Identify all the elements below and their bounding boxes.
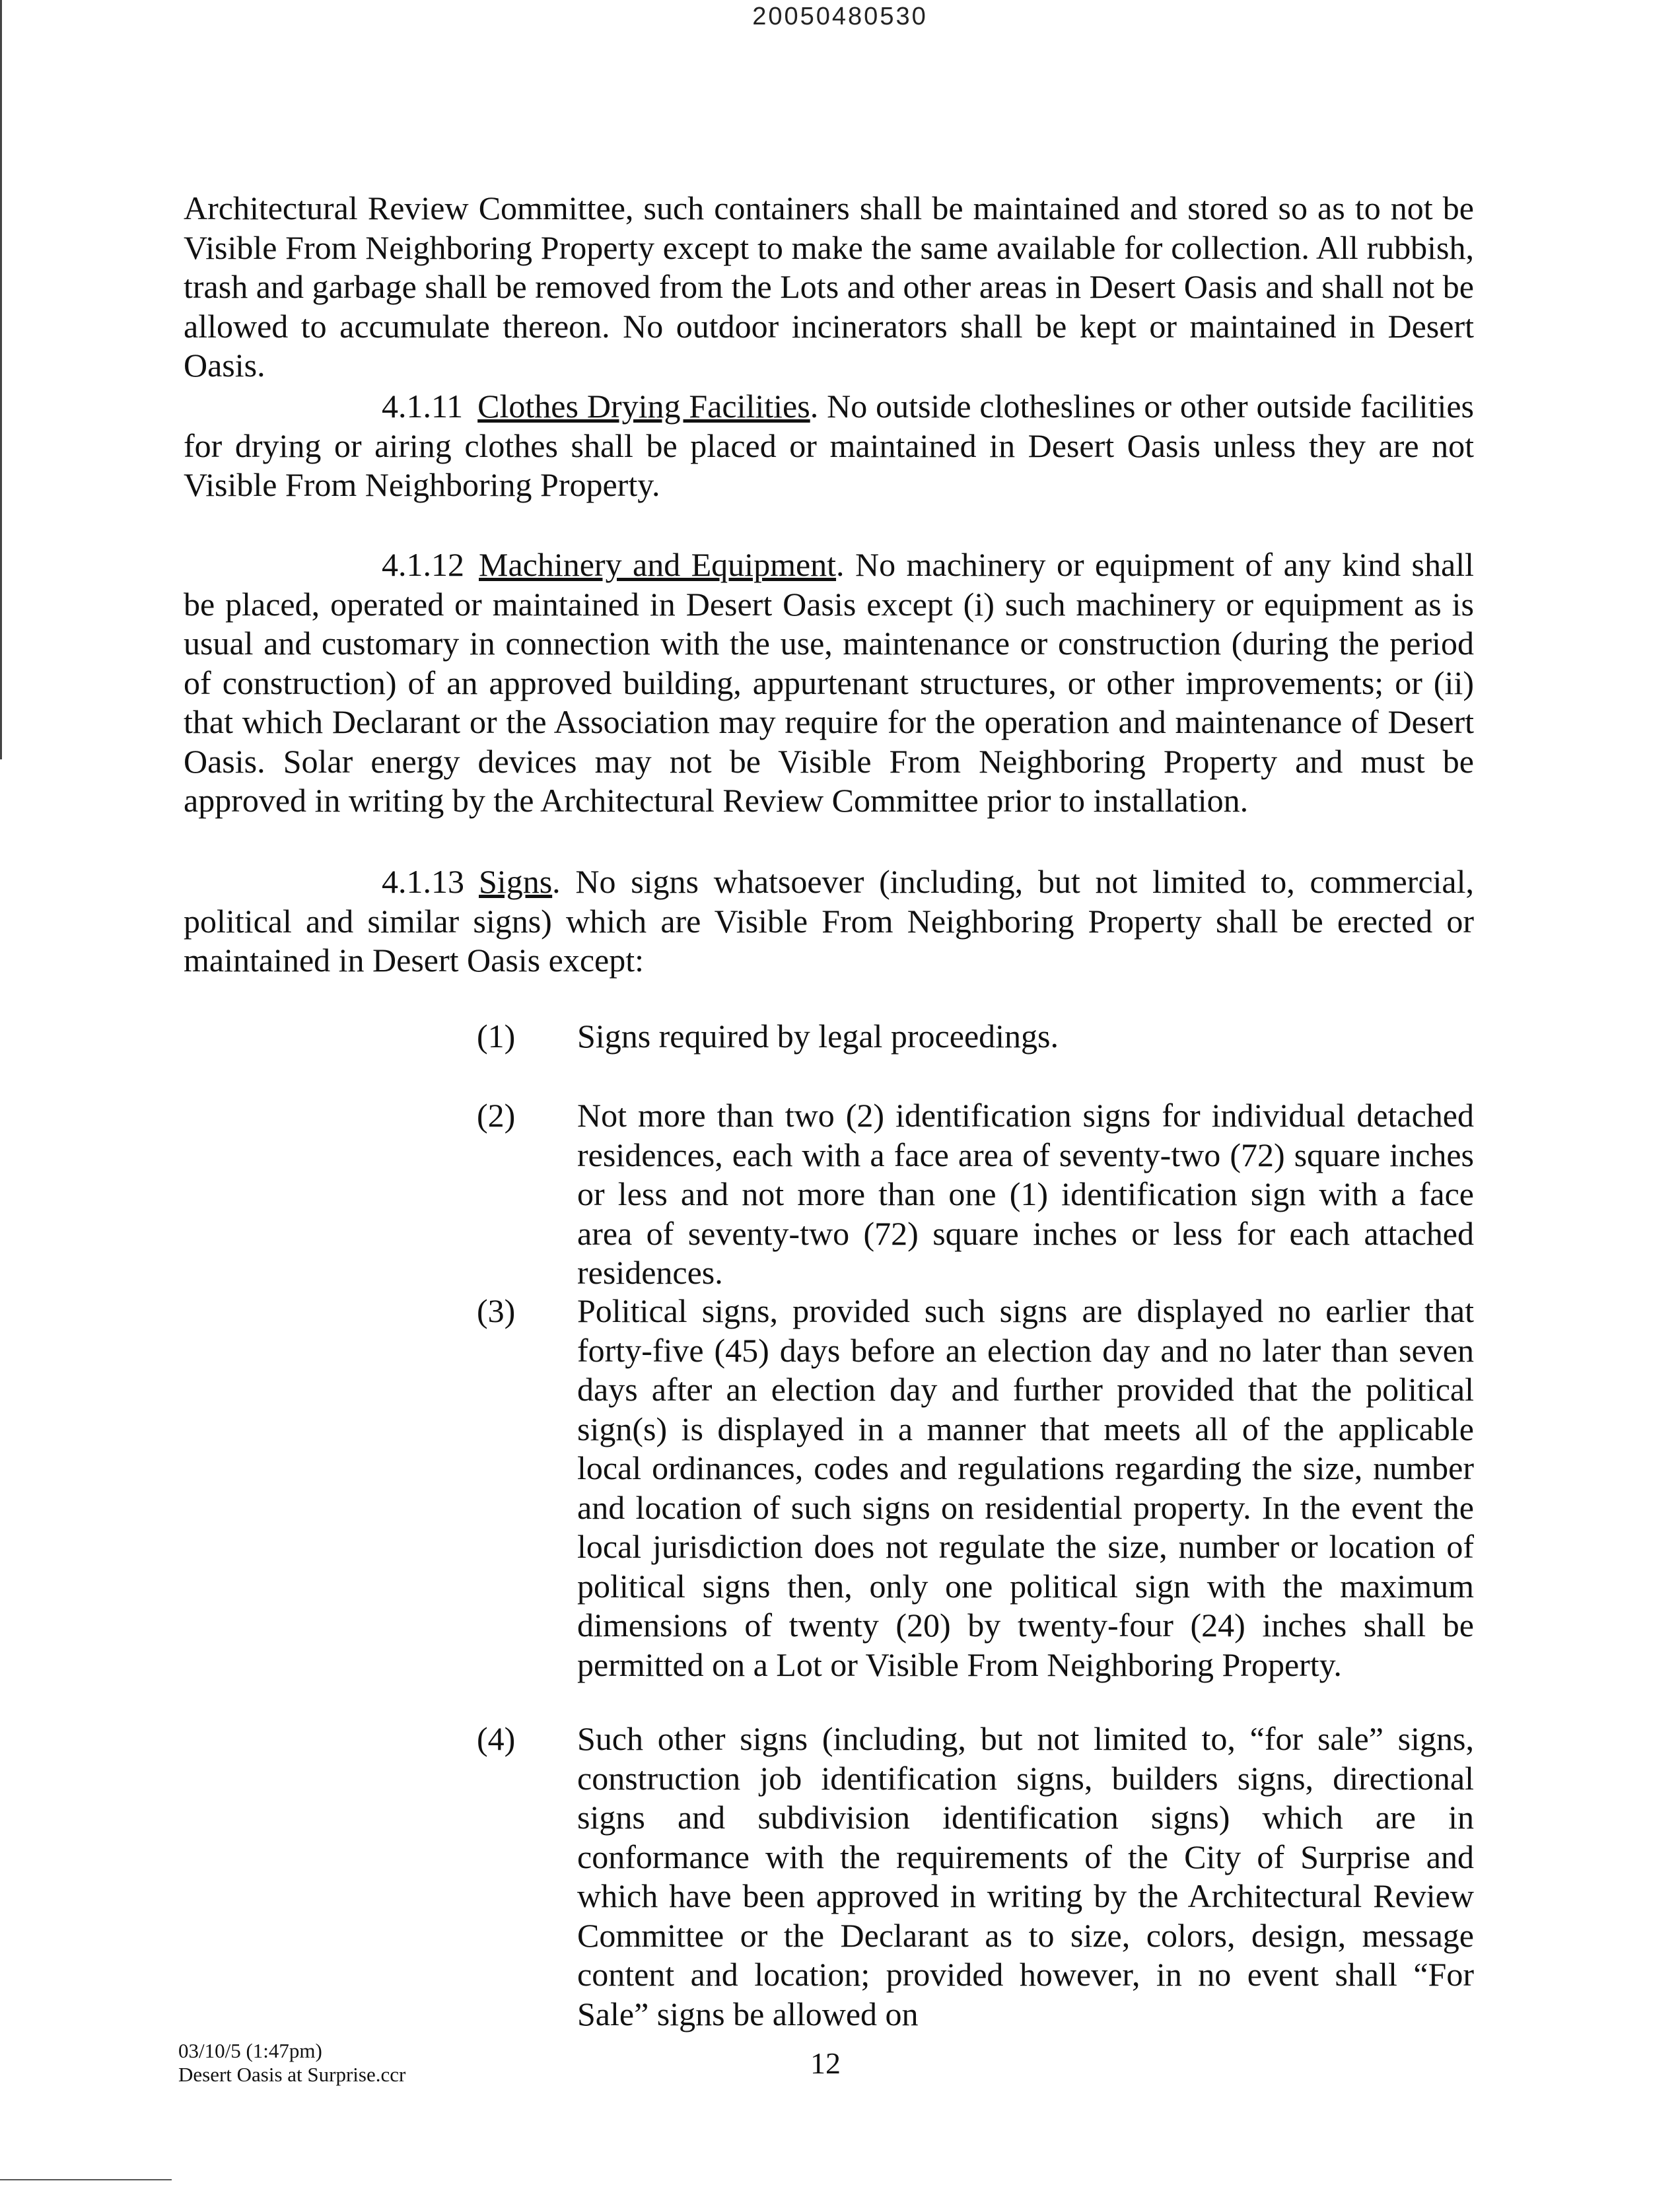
section-4-1-12 — [184, 545, 1474, 821]
paragraph-text: Architectural Review Committee, such containers shall be maintained and stored so as to not be Visible From Neighboring Property except to make the same available for collection. All rubbish, trash and garbage shall be removed from the Lots and other areas in Desert Oasis and shall not be allowed to accumulate thereon. No outdoor incinerators shall be kept or maintained in Desert Oasis. — [184, 190, 1474, 384]
list-item-text: Not more than two (2) identification signs for individual detached residences, each with a face area of seventy-two (72) square inches or less and not more than one (1) identification sign with a face area of seventy-two (72) square inches or less for each attached residences. — [577, 1097, 1474, 1291]
section-number: 4.1.11 — [382, 388, 464, 425]
section-4-1-13 — [184, 862, 1474, 981]
section-4-1-11 — [184, 387, 1474, 505]
list-item-4 — [477, 1719, 1474, 2034]
list-marker: (4) — [477, 1720, 516, 1757]
section-heading: Clothes Drying Facilities — [477, 388, 810, 425]
list-item-1 — [477, 1017, 1474, 1057]
list-item-text: Such other signs (including, but not limited to, “for sale” signs, construction job identification signs, builders signs, directional signs and subdivision identification signs) which are in conformance with the requirements of the City of Surprise and which have been approved in writing by the Architectural Review Committee or the Declarant as to size, colors, design, message content and location; provided however, in no event shall “For Sale” signs be allowed on — [577, 1720, 1474, 2032]
page-number: 12 — [810, 2046, 841, 2080]
paragraph-continuation — [184, 189, 1474, 386]
footer-date: 03/10/5 (1:47pm) — [178, 2039, 322, 2062]
list-marker: (2) — [477, 1097, 516, 1134]
list-marker: (1) — [477, 1018, 516, 1055]
section-text: . No signs whatsoever (including, but not limited to, commercial, political and similar signs) which are Visible From Neighboring Property shall be erected or maintained in Desert Oasis except: — [184, 863, 1474, 979]
document-number: 20050480530 — [752, 3, 928, 30]
list-item-text: Political signs, provided such signs are displayed no earlier that forty-five (45) days before an election day and no later than seven days after an election day and further provided that the political sign(s) is displayed in a manner that meets all of the applicable local ordinances, codes and regulations regarding the size, number and location of such signs on residential property. In the event the local jurisdiction does not regulate the size, number or location of political signs then, only one political sign with the maximum dimensions of twenty (20) by twenty-four (24) inches shall be permitted on a Lot or Visible From Neighboring Property. — [577, 1292, 1474, 1683]
footer-info — [178, 2039, 405, 2087]
list-item-text: Signs required by legal proceedings. — [577, 1018, 1059, 1055]
list-marker: (3) — [477, 1292, 516, 1329]
section-number: 4.1.12 — [382, 546, 464, 583]
list-item-3 — [477, 1292, 1474, 1684]
section-heading: Machinery and Equipment — [479, 546, 837, 583]
scan-edge-line — [0, 0, 2, 759]
footer-filename: Desert Oasis at Surprise.ccr — [178, 2063, 406, 2086]
section-number: 4.1.13 — [382, 863, 464, 900]
section-text: . No outside clotheslines or other outside facilities for drying or airing clothes shall be placed or maintained in Desert Oasis unless they are not Visible From Neighboring Property. — [184, 388, 1474, 503]
section-heading: Signs — [479, 863, 553, 900]
bottom-rule — [0, 2179, 172, 2180]
list-item-2 — [477, 1096, 1474, 1293]
section-text: . No machinery or equipment of any kind shall be placed, operated or maintained in Desert Oasis except (i) such machinery or equipment as is usual and customary in connection with the use, maintenance or construction (during the period of construction) of an approved building, appurtenant structures, or other improvements; or (ii) that which Declarant or the Association may require for the operation and maintenance of Desert Oasis. Solar energy devices may not be Visible From Neighboring Property and must be approved in writing by the Architectural Review Committee prior to installation. — [184, 546, 1474, 819]
